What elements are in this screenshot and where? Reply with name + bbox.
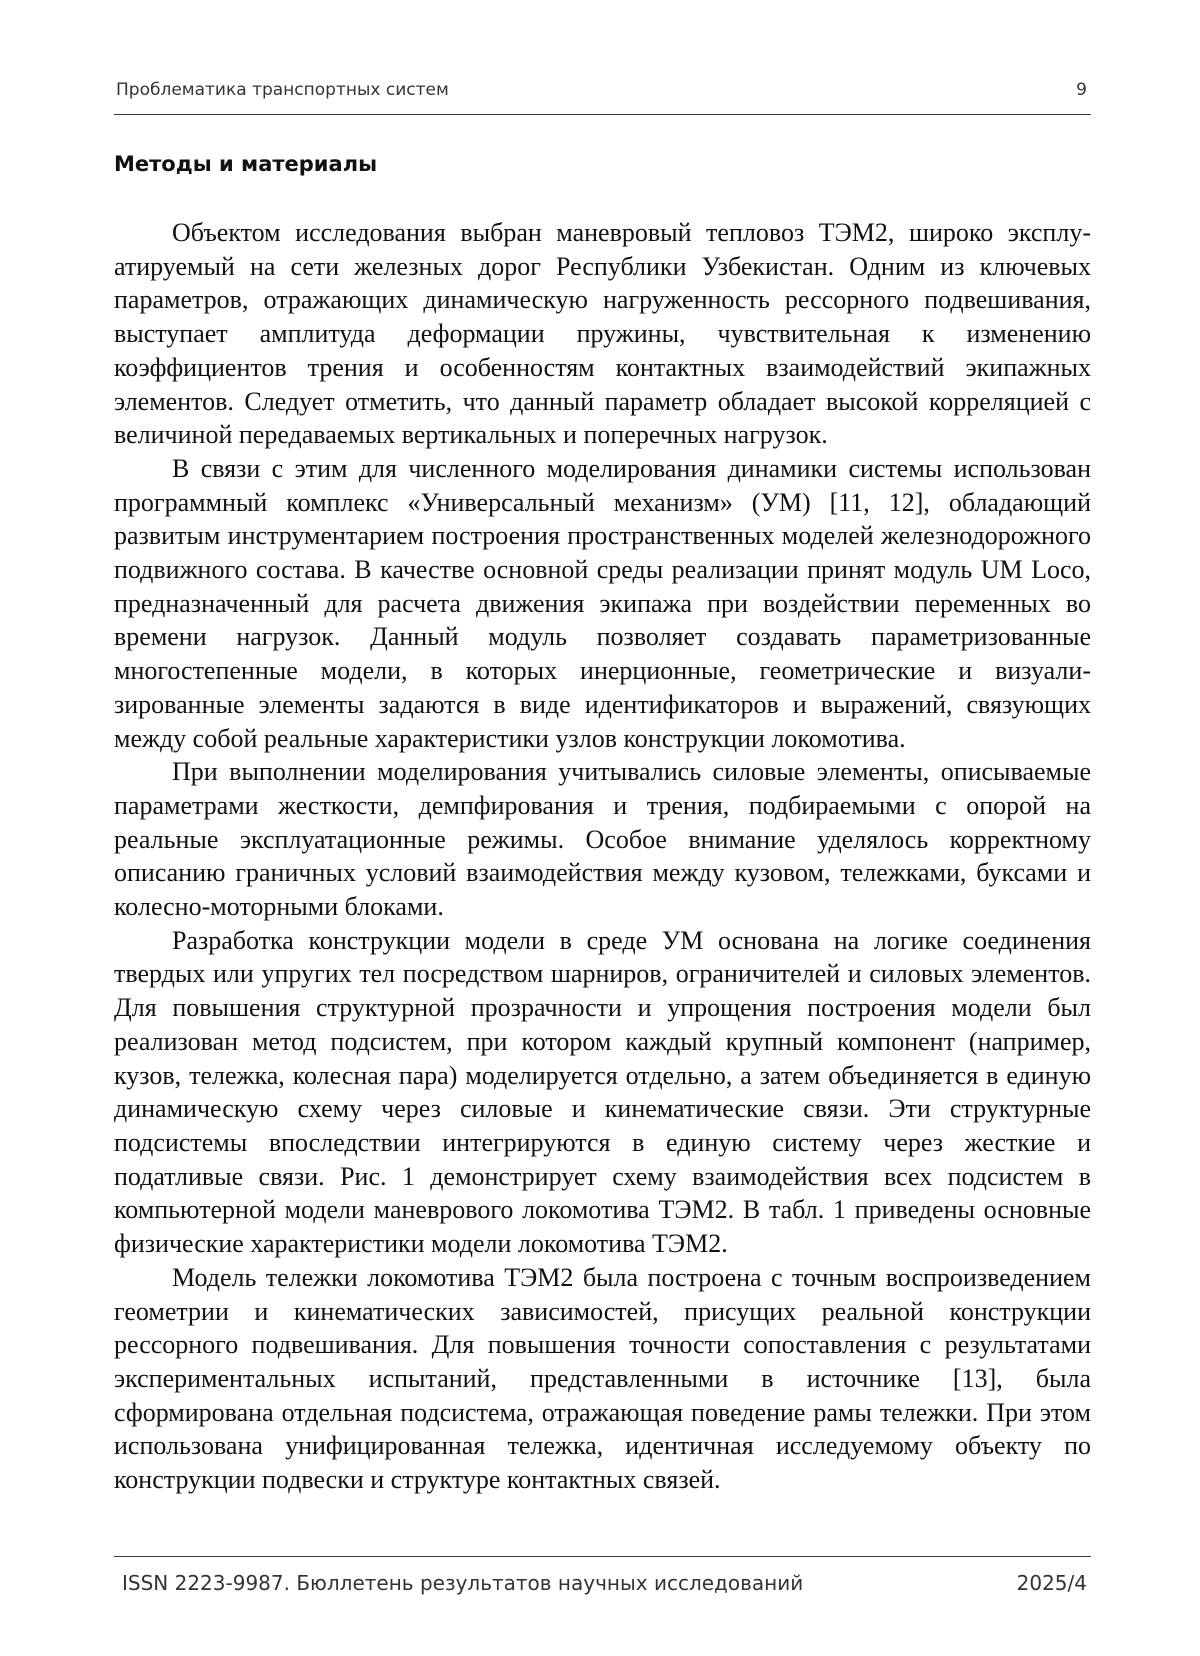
paragraph-5: Модель тележки локомотива ТЭМ2 была построена с точным воспроизведением геометрии и кинематических зависимостей, присущих реальной конструкции рессорного подвешивания. Для повышения точности сопоставления с результатами экспериментальных испытаний, представленными в источнике [13], была сформирована отдельная подсистема, отражающая поведение рамы тележки. При этом использована унифицированная тележка, идентичная исследуемому объекту по конструкции подвески и структуре контактных связей. bbox=[114, 1262, 1091, 1495]
running-header bbox=[114, 74, 1091, 115]
issue-number: 2025/4 bbox=[1016, 1571, 1087, 1595]
paragraph-4: Разработка конструкции модели в среде УМ основана на логике соединения твердых или упругих тел посредством шарниров, ограничителей и силовых элементов. Для повышения структурной прозрачности и упрощения построения модели был реализован метод подсистем, при котором каждый крупный компонент (например, кузов, тележка, колесная пара) моделируется отдельно, а затем объединяется в единую динамическую схему через силовые и кинематические связи. Эти структурные подсистемы впоследствии интегрируются в единую систему через жесткие и податливые связи. Рис. 1 демонстрирует схему взаимодействия всех подсистем в компьютерной модели маневрового локомотива ТЭМ2. В табл. 1 приведены основные физические характеристики модели локомотива ТЭМ2. bbox=[114, 925, 1091, 1259]
section-heading: Методы и материалы bbox=[114, 152, 378, 176]
paragraph-1: Объектом исследования выбран маневровый тепловоз ТЭМ2, широко эксплуатируемый на сети железных дорог Республики Узбекистан. Одним из ключевых параметров, отражающих динамическую нагруженность рессорного подвешивания, выступает амплитуда деформации пружины, чувствительная к изменению коэффициентов трения и особенностям контактных взаимодействий экипажных элементов. Следует отметить, что данный параметр обладает высокой корреляцией с величиной передаваемых вертикальных и поперечных нагрузок. bbox=[114, 218, 1091, 450]
paragraph-3: При выполнении моделирования учитывались силовые элементы, описываемые параметрами жесткости, демпфирования и трения, подбираемыми с опорой на реальные эксплуатационные режимы. Особое внимание уделялось корректному описанию граничных условий взаимодействия между кузовом, тележками, буксами и колесно-моторными блоками. bbox=[114, 757, 1091, 922]
page-number: 9 bbox=[1076, 80, 1087, 100]
running-footer bbox=[114, 1556, 1091, 1603]
article-body bbox=[114, 216, 1091, 1497]
running-title: Проблематика транспортных систем bbox=[116, 80, 449, 100]
paragraph-2: В связи с этим для численного моделирования динамики системы использован программный комплекс «Универсальный механизм» (УМ) [11, 12], обладающий развитым инструментарием построения пространственных моделей железнодорожного подвижного состава. В качестве основной среды реализации принят модуль UM Loco, предназначенный для расчета движения экипажа при воздействии переменных во времени нагрузок. Данный модуль позволяет создавать параметризованные многостепенные модели, в которых инерционные, геометрические и визуализированные элементы задаются в виде идентификаторов и выражений, связующих между собой реальные характеристики узлов конструкции локомотива. bbox=[114, 453, 1091, 753]
journal-issn: ISSN 2223-9987. Бюллетень результатов научных исследований bbox=[122, 1571, 804, 1595]
